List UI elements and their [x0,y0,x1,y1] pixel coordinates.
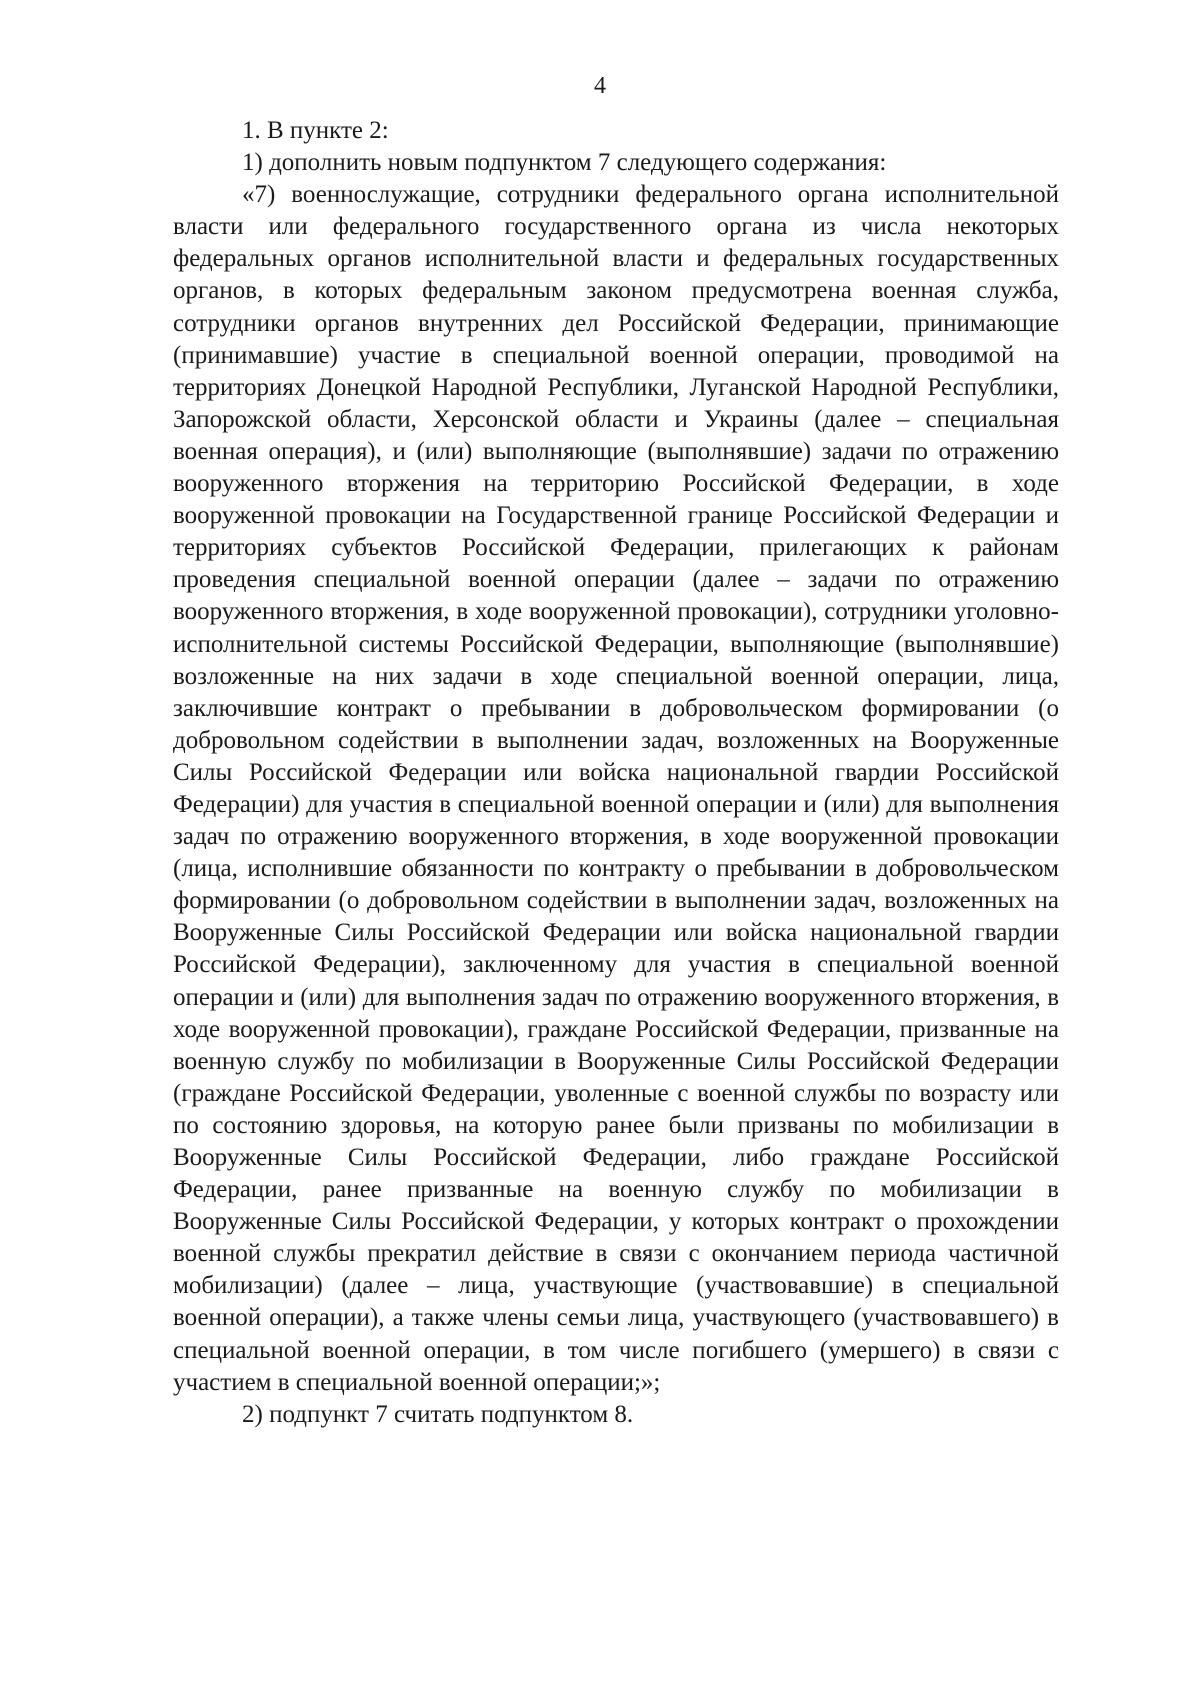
paragraph-amendment-2: 2) подпункт 7 считать подпунктом 8. [242,1400,634,1428]
page-number: 4 [594,73,606,99]
paragraph-section-heading: 1. В пункте 2: [242,117,389,144]
document-body [173,115,1059,1431]
paragraph-subitem-7-text: «7) военнослужащие, сотрудники федерального органа исполнительной власти или федерального государственного органа из числа некоторых федеральных органов исполнительной власти и федеральных государственных органов, в которых федеральным законом предусмотрена военная служба, сотрудники органов внутренних дел Российской Федерации, принимающие (принимавшие) участие в специальной военной операции, проводимой на территориях Донецкой Народной Республики, Луганской Народной Республики, Запорожской области, Херсонской области и Украины (далее – специальная военная операция), и (или) выполняющие (выполнявшие) задачи по отражению вооруженного вторжения на территорию Российской Федерации, в ходе вооруженной провокации на Государственной границе Российской Федерации и территориях субъектов Российской Федерации, прилегающих к районам проведения специальной военной операции (далее – задачи по отражению вооруженного вторжения, в ходе вооруженной провокации), сотрудники уголовно-исполнительной системы Российской Федерации, выполняющие (выполнявшие) возложенные на них задачи в ходе специальной военной операции, лица, заключившие контракт о пребывании в добровольческом формировании (о добровольном содействии в выполнении задач, возложенных на Вооруженные Силы Российской Федерации или войска национальной гвардии Российской Федерации) для участия в специальной военной операции и (или) для выполнения задач по отражению вооруженного вторжения, в ходе вооруженной провокации (лица, исполнившие обязанности по контракту о пребывании в добровольческом формировании (о добровольном содействии в выполнении задач, возложенных на Вооруженные Силы Российской Федерации или войска национальной гвардии Российской Федерации), заключенному для участия в специальной военной операции и (или) для выполнения задач по отражению вооруженного вторжения, в ходе вооруженной провокации), граждане Российской Федерации, призванные на военную службу по мобилизации в Вооруженные Силы Российской Федерации (граждане Российской Федерации, уволенные с военной службы по возрасту или по состоянию здоровья, на которую ранее были призваны по мобилизации в Вооруженные Силы Российской Федерации, либо граждане Российской Федерации, ранее призванные на военную службу по мобилизации в Вооруженные Силы Российской Федерации, у которых контракт о прохождении военной службы прекратил действие в связи с окончанием периода частичной мобилизации) (далее – лица, участвующие (участвовавшие) в специальной военной операции), а также члены семьи лица, участвующего (участвовавшего) в специальной военной операции, в том числе погибшего (умершего) в связи с участием в специальной военной операции;»; [173,181,1059,1396]
paragraph-amendment-1: 1) дополнить новым подпунктом 7 следующего содержания: [242,149,887,177]
